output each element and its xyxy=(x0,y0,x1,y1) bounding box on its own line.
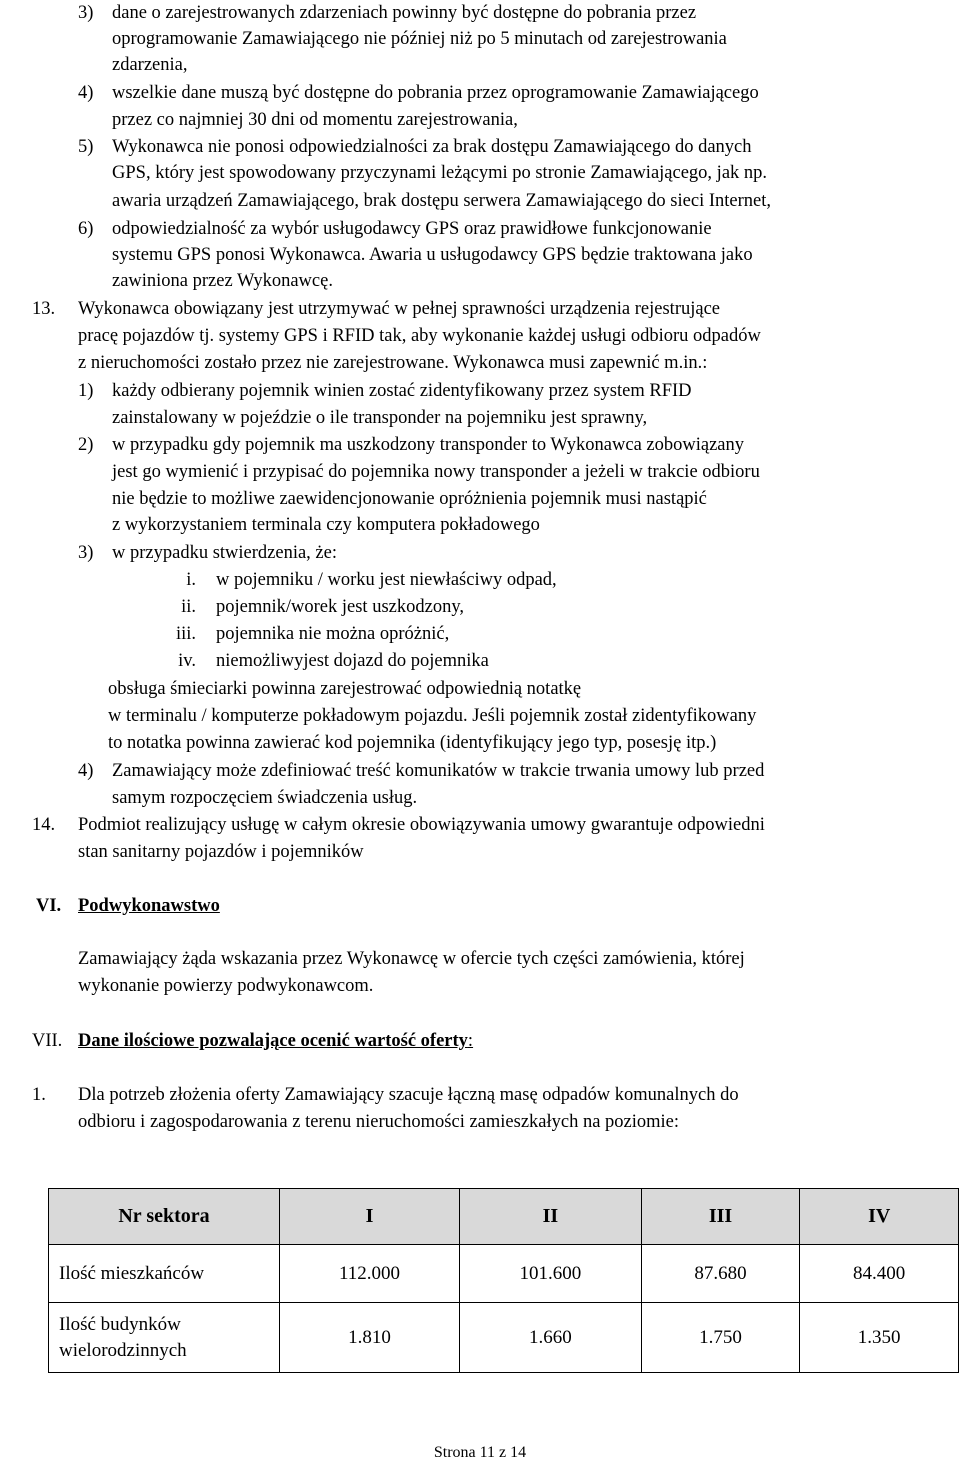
paragraph-line: wszelkie dane muszą być dostępne do pobrania przez oprogramowanie Zamawiającego xyxy=(112,83,759,103)
table-cell: 101.600 xyxy=(460,1245,642,1303)
paragraph-line: oprogramowanie Zamawiającego nie później niż po 5 minutach od zarejestrowania xyxy=(112,29,727,49)
list-number: 13. xyxy=(32,299,56,319)
section-heading-wrapper xyxy=(78,1028,473,1054)
section-number: VI. xyxy=(36,896,62,916)
paragraph-line: w przypadku gdy pojemnik ma uszkodzony transponder to Wykonawca zobowiązany xyxy=(112,435,744,455)
list-number: 5) xyxy=(78,137,94,157)
sublist-number: iv. xyxy=(178,651,196,671)
paragraph-line: zdarzenia, xyxy=(112,55,188,75)
list-number: 4) xyxy=(78,83,94,103)
paragraph-line: Wykonawca obowiązany jest utrzymywać w pełnej sprawności urządzenia rejestrujące xyxy=(78,299,720,319)
paragraph-line: nie będzie to możliwe zaewidencjonowanie opróżnienia pojemnik musi nastąpić xyxy=(112,489,707,509)
table-cell: 84.400 xyxy=(800,1245,959,1303)
table-cell: 87.680 xyxy=(641,1245,800,1303)
paragraph-line: samym rozpoczęciem świadczenia usług. xyxy=(112,788,418,808)
list-number: 14. xyxy=(32,815,56,835)
section-heading: Podwykonawstwo xyxy=(78,896,220,916)
paragraph-line: każdy odbierany pojemnik winien zostać zidentyfikowany przez system RFID xyxy=(112,381,692,401)
heading-colon: : xyxy=(467,1031,474,1051)
paragraph-line: obsługa śmieciarki powinna zarejestrować odpowiednią notatkę xyxy=(108,679,582,699)
page-footer: Strona 11 z 14 xyxy=(433,1444,527,1461)
paragraph-line: awaria urządzeń Zamawiającego, brak dostępu serwera Zamawiającego do sieci Internet, xyxy=(112,191,771,211)
table-header-cell: III xyxy=(641,1189,800,1245)
paragraph-line: Wykonawca nie ponosi odpowiedzialności za brak dostępu Zamawiającego do danych xyxy=(112,137,752,157)
paragraph-line: systemu GPS ponosi Wykonawca. Awaria u usługodawcy GPS będzie traktowana jako xyxy=(112,245,753,265)
sublist-number: iii. xyxy=(175,624,196,644)
paragraph-line: z wykorzystaniem terminala czy komputera pokładowego xyxy=(112,515,540,535)
paragraph-line: odbioru i zagospodarowania z terenu nieruchomości zamieszkałych na poziomie: xyxy=(78,1112,680,1132)
paragraph-line: zainstalowany w pojeździe o ile transponder na pojemniku jest sprawny, xyxy=(112,408,648,428)
paragraph-line: Dla potrzeb złożenia oferty Zamawiający szacuje łączną masę odpadów komunalnych do xyxy=(78,1085,739,1105)
list-number: 3) xyxy=(78,543,94,563)
paragraph-line: przez co najmniej 30 dni od momentu zarejestrowania, xyxy=(112,110,518,130)
paragraph-line: jest go wymienić i przypisać do pojemnika nowy transponder a jeżeli w trakcie odbioru xyxy=(112,462,760,482)
paragraph-line: Podmiot realizujący usługę w całym okresie obowiązywania umowy gwarantuje odpowiedni xyxy=(78,815,765,835)
table-row xyxy=(49,1303,959,1373)
table-header-cell: Nr sektora xyxy=(49,1189,280,1245)
sector-table xyxy=(48,1188,959,1373)
table-cell: 112.000 xyxy=(280,1245,460,1303)
paragraph-line: wykonanie powierzy podwykonawcom. xyxy=(78,976,374,996)
table-row-label: Ilość mieszkańców xyxy=(49,1245,280,1303)
section-heading: Dane ilościowe pozwalające ocenić wartość oferty xyxy=(78,1031,468,1051)
paragraph-line: stan sanitarny pojazdów i pojemników xyxy=(78,842,364,862)
paragraph-line: odpowiedzialność za wybór usługodawcy GPS oraz prawidłowe funkcjonowanie xyxy=(112,219,712,239)
list-number: 1) xyxy=(78,381,94,401)
paragraph-line: to notatka powinna zawierać kod pojemnika (identyfikujący jego typ, posesję itp.) xyxy=(108,733,717,753)
table-cell: 1.350 xyxy=(800,1303,959,1373)
table-row xyxy=(49,1245,959,1303)
row-label-line: Ilość budynków xyxy=(59,1313,181,1335)
sublist-item: niemożliwyjest dojazd do pojemnika xyxy=(216,651,489,671)
table-cell: 1.810 xyxy=(280,1303,460,1373)
paragraph-line: Zamawiający żąda wskazania przez Wykonawcę w ofercie tych części zamówienia, której xyxy=(78,949,745,969)
list-number: 4) xyxy=(78,761,94,781)
sublist-item: w pojemniku / worku jest niewłaściwy odpad, xyxy=(216,570,557,590)
table-row-label xyxy=(49,1303,280,1373)
sublist-item: pojemnika nie można opróżnić, xyxy=(216,624,450,644)
sublist-item: pojemnik/worek jest uszkodzony, xyxy=(216,597,464,617)
sublist-number: i. xyxy=(186,570,196,590)
table-header-cell: I xyxy=(280,1189,460,1245)
table-cell: 1.660 xyxy=(460,1303,642,1373)
table-header-cell: IV xyxy=(800,1189,959,1245)
list-number: 3) xyxy=(78,3,94,23)
paragraph-line: dane o zarejestrowanych zdarzeniach powinny być dostępne do pobrania przez xyxy=(112,3,697,23)
section-number: VII. xyxy=(32,1031,63,1051)
paragraph-line: w przypadku stwierdzenia, że: xyxy=(112,543,337,563)
row-label-line: wielorodzinnych xyxy=(59,1339,187,1361)
table-header-row xyxy=(49,1189,959,1245)
paragraph-line: Zamawiający może zdefiniować treść komunikatów w trakcie trwania umowy lub przed xyxy=(112,761,765,781)
sublist-number: ii. xyxy=(181,597,196,617)
paragraph-line: w terminalu / komputerze pokładowym pojazdu. Jeśli pojemnik został zidentyfikowany xyxy=(108,706,757,726)
paragraph-line: pracę pojazdów tj. systemy GPS i RFID tak, aby wykonanie każdej usługi odbioru odpadów xyxy=(78,326,761,346)
list-number: 1. xyxy=(32,1085,46,1105)
paragraph-line: z nieruchomości zostało przez nie zarejestrowane. Wykonawca musi zapewnić m.in.: xyxy=(78,353,708,373)
table-header-cell: II xyxy=(460,1189,642,1245)
list-number: 2) xyxy=(78,435,94,455)
paragraph-line: GPS, który jest spowodowany przyczynami leżącymi po stronie Zamawiającego, jak np. xyxy=(112,163,768,183)
table-cell: 1.750 xyxy=(641,1303,800,1373)
paragraph-line: zawiniona przez Wykonawcę. xyxy=(112,271,333,291)
list-number: 6) xyxy=(78,219,94,239)
